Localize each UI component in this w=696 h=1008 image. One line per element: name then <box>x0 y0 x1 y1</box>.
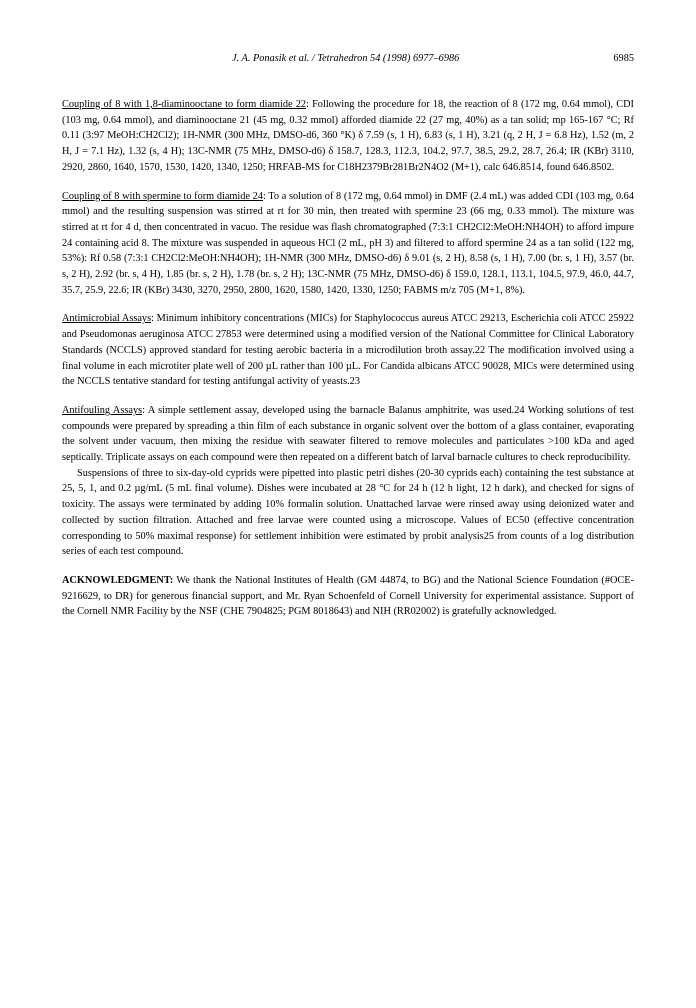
paragraph-antifouling-assays <box>62 403 634 466</box>
paragraph-text: : Minimum inhibitory concentrations (MICs) for Staphylococcus aureus ATCC 29213, Escherichia coli ATCC 25922 and Pseudomonas aeruginosa ATCC 27853 were determined using a modified version of the National Committee for Clinical Laboratory Standards (NCCLS) approved standard for testing aerobic bacteria in a microdilution broth assay.22 The modification involved using a final volume in each microtiter plate well of 200 µL rather than 100 µL. For Candida albicans ATCC 90028, MICs were determined using the NCCLS tentative standard for testing antifungal activity of yeasts.23 <box>62 313 634 388</box>
running-head: J. A. Ponasik et al. / Tetrahedron 54 (1998) 6977–6986 <box>232 53 460 64</box>
paragraph-diamide-24 <box>62 189 634 299</box>
paragraph-heading: Coupling of 8 with spermine to form diamide 24 <box>62 190 263 202</box>
paragraph-text: Suspensions of three to six-day-old cyprids were pipetted into plastic petri dishes (20-30 cyprids each) containing the test substance at 25, 5, 1, and 0.2 µg/mL (5 mL final volume). Dishes were incubated at 28 °C for 24 h (12 h light, 12 h dark), and checked for signs of toxicity. The assays were terminated by adding 10% formalin solution. Unattached larvae were rinsed away using deionized water and collected by suction filtration. Attached and free larvae were counted using a microscope. Values of EC50 (effective concentration corresponding to 50% maximal response) for settlement inhibition were estimated by probit analysis25 from counts of a log distribution series of each test compound. <box>62 467 634 558</box>
paragraph-settlement-procedure <box>62 466 634 560</box>
paragraph-text: : A simple settlement assay, developed using the barnacle Balanus amphitrite, was used.24 Working solutions of test compounds were prepared by spreading a thin film of each substance in organic solvent over the bottom of a glass container, evaporating the solvent under vacuum, then mixing the residue with seawater filtered to remove molecules and particulates >100 kDa and aged septically. Triplicate assays on each compound were then repeated on a different batch of larval barnacle cultures to check reproducibility. <box>62 404 634 464</box>
paragraph-heading: Antimicrobial Assays <box>62 313 152 325</box>
acknowledgment-heading: ACKNOWLEDGMENT: <box>62 574 174 586</box>
paragraph-diamide-22 <box>62 97 634 176</box>
paragraph-heading: Coupling of 8 with 1,8-diaminooctane to form diamide 22 <box>62 99 307 110</box>
paragraph-antimicrobial-assays <box>62 311 634 390</box>
paragraph-acknowledgment <box>62 573 634 620</box>
paragraph-text: : To a solution of 8 (172 mg, 0.64 mmol) in DMF (2.4 mL) was added CDI (103 mg, 0.64 mmol) and the resulting suspension was stirred at rt for 30 min, then treated with spermine 23 (66 mg, 0.33 mmol). The mixture was stirred at rt for 4 d, then concentrated in vacuo. The residue was flash chromatographed (7:3:1 CH2Cl2:MeOH:NH4OH) to afford impure 24 containing acid 8. The mixture was suspended in aqueous HCl (2 mL, pH 3) and filtered to afford spermine 24 as a tan solid (122 mg, 53%): Rf 0.58 (7:3:1 CH2Cl2:MeOH:NH4OH); 1H-NMR (300 MHz, DMSO-d6) δ 9.01 (s, 2 H), 8.58 (s, 1 H), 7.00 (br. s, 1 H), 3.57 (br. s, 2 H), 2.92 (br. s, 4 H), 1.85 (br. s, 2 H), 1.78 (br. s, 2 H); 13C-NMR (75 MHz, DMSO-d6) δ 159.0, 128.1, 113.1, 104.5, 97.9, 46.0, 44.7, 35.7, 25.9, 22.6; IR (KBr) 3430, 3270, 2950, 2800, 1620, 1580, 1420, 1330, 1250; FABMS m/z 705 (M+1, 8%). <box>62 190 634 296</box>
page-header <box>62 52 634 66</box>
article-body <box>62 97 634 633</box>
paragraph-text: : Following the procedure for 18, the reaction of 8 (172 mg, 0.64 mmol), CDI (103 mg, 0.64 mmol), and diaminooctane 21 (45 mg, 0.32 mmol) afforded diamide 22 (27 mg, 40%) as a tan solid; mp 165-167 °C; Rf 0.11 (3:97 MeOH:CH2Cl2); 1H-NMR (300 MHz, DMSO-d6, 360 °K) δ 7.59 (s, 1 H), 6.83 (s, 1 H), 3.21 (q, 2 H, J = 6.8 Hz), 1.52 (m, 2 H, J = 7.1 Hz), 1.32 (s, 4 H); 13C-NMR (75 MHz, DMSO-d6) δ 158.7, 128.3, 112.3, 104.2, 97.7, 38.5, 29.2, 28.7, 26.4; IR (KBr) 3110, 2920, 2860, 1640, 1570, 1530, 1420, 1340, 1250; HRFAB-MS for C18H2379Br281Br2N4O2 (M+1), calc 646.8514, found 646.8502. <box>62 99 634 173</box>
paragraph-heading: Antifouling Assays <box>62 404 143 416</box>
page-number: 6985 <box>613 53 634 64</box>
paragraph-text: We thank the National Institutes of Health (GM 44874, to BG) and the National Science Foundation (#OCE-9216629, to DR) for generous financial support, and Mr. Ryan Schoenfeld of Cornell University for experimental assistance. Support of the Cornell NMR Facility by the NSF (CHE 7904825; PGM 8018643) and NIH (RR02002) is gratefully acknowledged. <box>62 574 634 618</box>
